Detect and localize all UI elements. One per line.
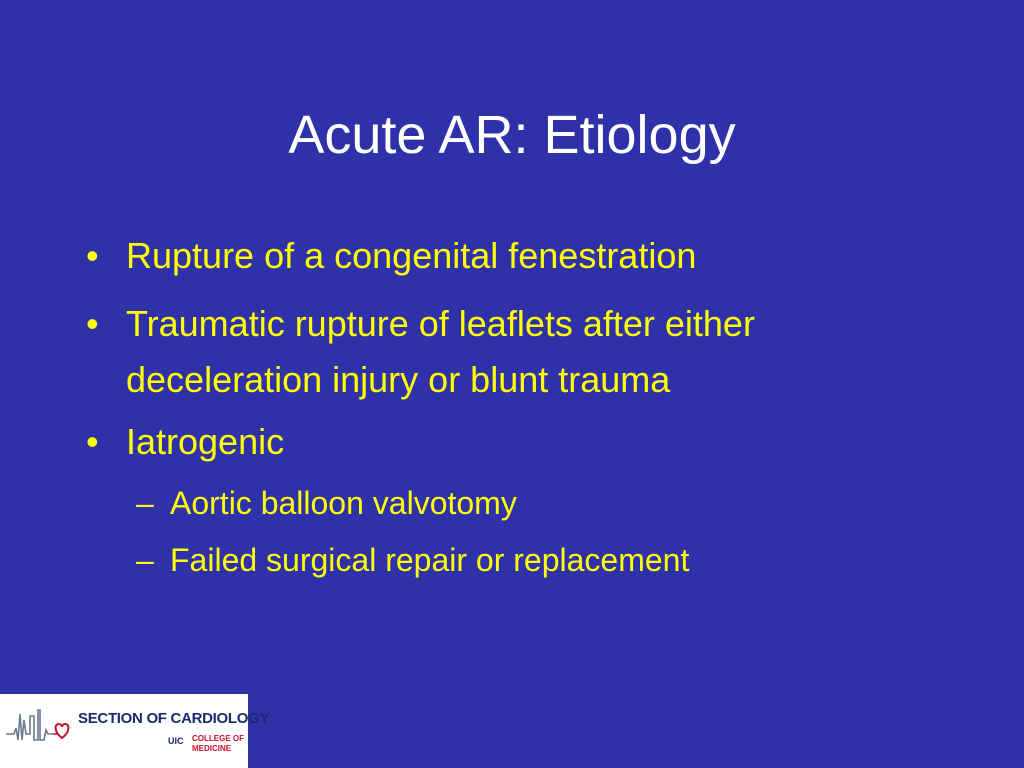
skyline-heart-icon xyxy=(4,700,78,760)
sub-bullet-item xyxy=(136,481,517,525)
bullet-text: Iatrogenic xyxy=(126,421,285,462)
bullet-marker: • xyxy=(86,421,99,462)
logo-uic: UIC xyxy=(168,736,184,746)
bullet-item xyxy=(86,228,697,284)
logo-college-line: COLLEGE OF xyxy=(192,734,244,743)
bullet-item xyxy=(86,296,755,408)
slide-title: Acute AR: Etiology xyxy=(288,105,736,165)
logo-college-line: MEDICINE xyxy=(192,744,232,753)
section-of-cardiology-logo xyxy=(0,694,270,768)
bullet-text-line: deceleration injury or blunt trauma xyxy=(126,359,671,400)
bullet-text: Rupture of a congenital fenestration xyxy=(126,235,697,276)
bullet-item xyxy=(86,414,285,470)
sub-bullet-text: Aortic balloon valvotomy xyxy=(170,485,517,521)
bullet-text-line: Traumatic rupture of leaflets after either xyxy=(126,303,755,344)
sub-bullet-item xyxy=(136,538,690,582)
sub-bullet-text: Failed surgical repair or replacement xyxy=(170,542,690,578)
sub-bullet-marker: – xyxy=(136,542,154,578)
logo-title: SECTION OF CARDIOLOGY xyxy=(78,710,270,727)
bullet-marker: • xyxy=(86,303,99,344)
bullet-marker: • xyxy=(86,235,99,276)
sub-bullet-marker: – xyxy=(136,485,154,521)
logo-college xyxy=(192,734,246,754)
